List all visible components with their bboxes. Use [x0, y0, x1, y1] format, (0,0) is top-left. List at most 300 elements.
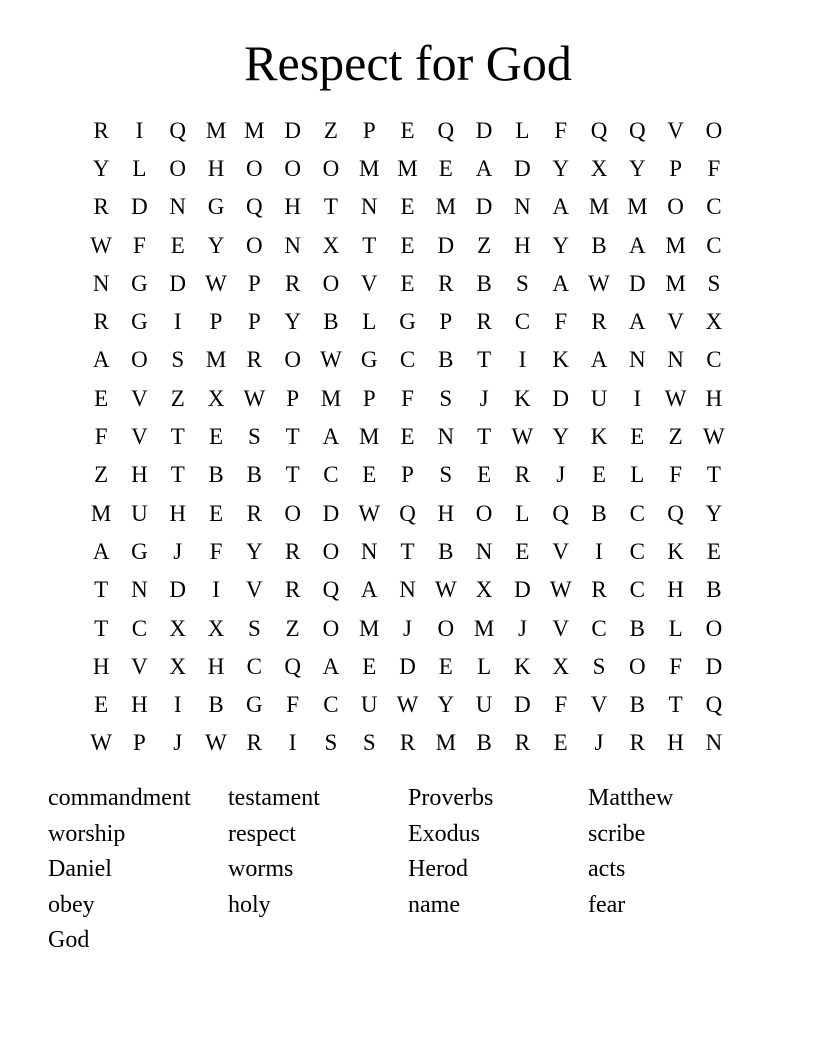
grid-letter: P [133, 730, 146, 756]
word-list-item: Matthew [588, 785, 674, 811]
grid-letter: U [131, 500, 148, 526]
grid-letter: K [514, 385, 531, 411]
grid-letter: Q [552, 500, 570, 526]
grid-letter: R [399, 730, 416, 756]
grid-letter: I [212, 577, 220, 603]
grid-letter: D [628, 270, 646, 296]
grid-letter: D [399, 653, 416, 679]
grid-letter: C [323, 692, 339, 718]
grid-letter: U [590, 385, 608, 411]
grid-letter: Z [94, 462, 109, 488]
grid-letter: I [135, 117, 144, 143]
grid-letter: C [591, 615, 607, 641]
grid-letter: O [437, 615, 455, 641]
grid-letter: O [628, 653, 646, 679]
grid-letter: R [438, 270, 454, 296]
grid-letter: E [209, 424, 224, 450]
grid-letter: D [131, 194, 148, 220]
grid-letter: R [591, 309, 607, 335]
grid-letter: O [667, 194, 684, 220]
grid-letter: R [514, 730, 531, 756]
grid-letter: O [284, 500, 301, 526]
grid-letter: O [705, 117, 723, 143]
grid-letter: B [246, 462, 262, 488]
grid-letter: N [92, 270, 110, 296]
grid-letter: K [552, 347, 570, 373]
grid-letter: F [554, 117, 568, 143]
grid-letter: R [93, 309, 109, 335]
grid-letter: Z [285, 615, 300, 641]
grid-letter: R [284, 270, 301, 296]
grid-letter: Y [246, 538, 263, 564]
grid-letter: N [131, 577, 148, 603]
grid-letter: J [173, 730, 183, 756]
grid-letter: A [552, 194, 570, 220]
grid-letter: I [518, 347, 527, 373]
grid-letter: P [439, 309, 453, 335]
grid-letter: R [591, 577, 607, 603]
grid-letter: R [629, 730, 645, 756]
grid-letter: I [173, 309, 182, 335]
grid-letter: R [246, 500, 262, 526]
grid-letter: G [131, 538, 148, 564]
grid-letter: W [588, 270, 610, 296]
grid-letter: T [94, 615, 109, 641]
grid-letter: M [435, 194, 457, 220]
word-list-item: worms [228, 856, 294, 883]
grid-letter: G [131, 270, 148, 296]
grid-letter: N [437, 424, 455, 450]
grid-letter: T [477, 424, 492, 450]
grid-letter: A [475, 155, 493, 181]
grid-letter: W [434, 577, 457, 603]
grid-letter: Y [207, 232, 225, 258]
grid-letter: N [284, 232, 301, 258]
grid-letter: Y [92, 155, 110, 181]
grid-letter: D [705, 653, 723, 679]
grid-letter: L [362, 309, 377, 335]
grid-letter: D [475, 117, 493, 143]
word-list-item: respect [228, 820, 296, 847]
grid-letter: F [94, 424, 108, 450]
grid-letter: D [514, 692, 531, 718]
grid-letter: V [552, 615, 570, 641]
grid-letter: R [284, 538, 301, 564]
word-list-item: name [408, 891, 460, 918]
grid-letter: T [477, 347, 492, 373]
grid-letter: L [132, 155, 147, 181]
grid-letter: N [399, 577, 416, 603]
grid-letter: T [170, 462, 185, 488]
grid-letter: E [591, 462, 607, 488]
grid-letter: N [705, 730, 723, 756]
grid-letter: I [173, 692, 182, 718]
grid-letter: V [131, 653, 148, 679]
grid-letter: P [209, 309, 223, 335]
grid-letter: E [438, 155, 453, 181]
grid-letter: A [628, 309, 646, 335]
grid-letter: Z [323, 117, 338, 143]
grid-letter: C [323, 462, 339, 488]
grid-letter: S [707, 270, 721, 296]
grid-letter: Q [667, 500, 684, 526]
grid-letter: T [668, 692, 683, 718]
grid-letter: Z [477, 232, 492, 258]
grid-letter: N [475, 538, 493, 564]
grid-letter: R [284, 577, 301, 603]
grid-letter: W [358, 500, 381, 526]
grid-letter: W [664, 385, 687, 411]
grid-letter: X [322, 232, 340, 258]
grid-letter: Q [590, 117, 608, 143]
grid-letter: T [94, 577, 109, 603]
grid-letter: B [591, 232, 607, 258]
grid-letter: G [246, 692, 263, 718]
grid-letter: X [590, 155, 608, 181]
grid-letter: F [133, 232, 146, 258]
grid-letter: O [246, 232, 263, 258]
grid-letter: X [705, 309, 723, 335]
grid-letter: R [93, 117, 109, 143]
grid-letter: S [171, 347, 185, 373]
grid-letter: M [205, 117, 227, 143]
grid-letter: S [362, 730, 376, 756]
grid-letter: R [246, 347, 262, 373]
grid-letter: R [246, 730, 262, 756]
page-title: Respect for God [244, 35, 572, 91]
grid-letter: V [590, 692, 608, 718]
grid-letter: A [322, 424, 340, 450]
grid-letter: M [665, 270, 686, 296]
grid-letter: X [475, 577, 493, 603]
grid-letter: N [514, 194, 531, 220]
grid-letter: M [397, 155, 418, 181]
grid-letter: C [629, 538, 645, 564]
grid-letter: J [594, 730, 604, 756]
word-list-item: worship [48, 820, 126, 847]
grid-letter: Q [437, 117, 455, 143]
grid-letter: P [362, 117, 376, 143]
word-list-item: Daniel [48, 856, 112, 883]
grid-letter: C [514, 309, 531, 335]
grid-letter: H [667, 730, 684, 756]
grid-letter: H [92, 653, 110, 679]
grid-letter: O [131, 347, 148, 373]
grid-letter: F [554, 309, 568, 335]
grid-letter: F [209, 538, 223, 564]
grid-letter: D [514, 155, 531, 181]
grid-letter: M [588, 194, 610, 220]
grid-letter: A [360, 577, 378, 603]
grid-letter: V [360, 270, 378, 296]
grid-letter: E [553, 730, 568, 756]
grid-letter: I [595, 538, 603, 564]
grid-letter: Y [284, 309, 301, 335]
grid-letter: E [706, 538, 721, 564]
grid-letter: M [90, 500, 112, 526]
word-list-item: acts [588, 856, 626, 883]
grid-letter: A [590, 347, 608, 373]
grid-letter: W [549, 577, 572, 603]
grid-letter: E [94, 692, 109, 718]
grid-letter: W [511, 424, 534, 450]
grid-letter: A [322, 653, 340, 679]
grid-letter: H [284, 194, 301, 220]
grid-letter: W [243, 385, 266, 411]
grid-letter: M [244, 117, 265, 143]
grid-letter: F [401, 385, 414, 411]
grid-letter: W [703, 424, 725, 450]
word-list-item: Herod [408, 856, 468, 883]
grid-letter: Y [437, 692, 455, 718]
grid-letter: E [477, 462, 492, 488]
grid-letter: B [629, 615, 645, 641]
grid-letter: L [515, 500, 530, 526]
grid-letter: A [628, 232, 646, 258]
grid-letter: X [207, 385, 225, 411]
grid-letter: Q [705, 692, 723, 718]
grid-letter: J [479, 385, 489, 411]
word-list-item: fear [588, 891, 626, 918]
grid-letter: E [400, 270, 415, 296]
grid-letter: K [667, 538, 684, 564]
grid-letter: V [131, 424, 148, 450]
grid-letter: U [360, 692, 378, 718]
grid-letter: W [205, 270, 227, 296]
grid-letter: Z [170, 385, 185, 411]
grid-letter: Q [284, 653, 301, 679]
grid-letter: Q [322, 577, 340, 603]
grid-letter: B [629, 692, 645, 718]
grid-letter: L [477, 653, 492, 679]
grid-letter: B [476, 730, 492, 756]
grid-letter: M [627, 194, 648, 220]
grid-letter: R [514, 462, 531, 488]
grid-letter: H [207, 155, 225, 181]
word-list [48, 781, 768, 959]
grid-letter: P [362, 385, 376, 411]
grid-letter: F [286, 692, 300, 718]
letter-grid [82, 111, 734, 762]
grid-letter: F [669, 462, 682, 488]
grid-letter: J [556, 462, 566, 488]
grid-letter: M [473, 615, 495, 641]
grid-letter: H [705, 385, 723, 411]
grid-letter: K [590, 424, 608, 450]
grid-letter: W [320, 347, 342, 373]
grid-letter: H [514, 232, 531, 258]
grid-letter: V [246, 577, 263, 603]
grid-letter: Q [628, 117, 646, 143]
grid-letter: R [476, 309, 492, 335]
grid-letter: S [439, 462, 453, 488]
grid-letter: M [359, 615, 380, 641]
grid-letter: G [207, 194, 225, 220]
grid-letter: X [169, 653, 187, 679]
grid-letter: O [322, 270, 340, 296]
grid-letter: D [169, 577, 187, 603]
grid-letter: Q [169, 117, 187, 143]
grid-letter: V [131, 385, 148, 411]
grid-letter: C [706, 347, 722, 373]
grid-letter: C [399, 347, 416, 373]
grid-letter: E [362, 653, 377, 679]
grid-letter: X [552, 653, 570, 679]
grid-letter: P [247, 270, 261, 296]
grid-letter: E [94, 385, 109, 411]
grid-letter: Q [246, 194, 263, 220]
grid-letter: C [131, 615, 148, 641]
grid-letter: H [667, 577, 684, 603]
grid-letter: H [131, 462, 148, 488]
word-list-item: testament [228, 785, 320, 811]
grid-letter: D [322, 500, 340, 526]
grid-letter: L [515, 117, 530, 143]
grid-letter: Y [552, 424, 570, 450]
grid-letter: F [554, 692, 568, 718]
grid-letter: P [247, 309, 261, 335]
grid-letter: H [437, 500, 455, 526]
word-list-item: commandment [48, 785, 191, 811]
grid-letter: E [170, 232, 185, 258]
grid-letter: E [362, 462, 377, 488]
grid-letter: E [400, 194, 415, 220]
grid-letter: G [399, 309, 416, 335]
grid-letter: E [438, 653, 453, 679]
grid-letter: U [475, 692, 493, 718]
grid-letter: W [205, 730, 227, 756]
grid-letter: L [668, 615, 683, 641]
grid-letter: E [630, 424, 645, 450]
grid-letter: H [169, 500, 187, 526]
grid-letter: M [665, 232, 686, 258]
grid-letter: D [514, 577, 531, 603]
grid-letter: N [169, 194, 187, 220]
grid-letter: D [437, 232, 455, 258]
grid-letter: M [359, 424, 380, 450]
grid-letter: B [208, 462, 224, 488]
grid-letter: S [439, 385, 453, 411]
grid-letter: N [360, 538, 378, 564]
grid-letter: J [403, 615, 412, 641]
grid-letter: S [324, 730, 338, 756]
grid-letter: A [552, 270, 570, 296]
grid-letter: G [360, 347, 378, 373]
grid-letter: Y [552, 155, 570, 181]
grid-letter: S [516, 270, 529, 296]
grid-letter: H [207, 653, 225, 679]
grid-letter: O [284, 347, 301, 373]
grid-letter: Y [552, 232, 570, 258]
grid-letter: B [476, 270, 492, 296]
grid-letter: E [209, 500, 224, 526]
grid-letter: X [169, 615, 187, 641]
grid-letter: N [628, 347, 646, 373]
grid-letter: M [435, 730, 457, 756]
grid-letter: O [284, 155, 301, 181]
grid-letter: Y [628, 155, 646, 181]
word-list-item: scribe [588, 820, 646, 847]
grid-letter: C [629, 500, 645, 526]
word-list-item: Proverbs [408, 785, 494, 811]
grid-letter: A [92, 538, 110, 564]
word-list-item: God [48, 927, 90, 954]
grid-letter: M [320, 385, 342, 411]
grid-letter: T [323, 194, 338, 220]
grid-letter: S [247, 424, 261, 450]
grid-letter: B [323, 309, 339, 335]
grid-letter: O [705, 615, 723, 641]
grid-letter: W [90, 232, 112, 258]
grid-letter: J [173, 538, 183, 564]
grid-letter: O [475, 500, 493, 526]
word-list-item: obey [48, 891, 95, 918]
grid-letter: P [669, 155, 682, 181]
grid-letter: B [591, 500, 607, 526]
word-list-item: holy [228, 891, 271, 918]
grid-letter: O [322, 538, 340, 564]
grid-letter: F [669, 653, 682, 679]
grid-letter: H [131, 692, 148, 718]
grid-letter: S [592, 653, 606, 679]
grid-letter: F [707, 155, 721, 181]
grid-letter: O [169, 155, 187, 181]
grid-letter: N [667, 347, 684, 373]
grid-letter: W [90, 730, 112, 756]
grid-letter: J [517, 615, 527, 641]
grid-letter: V [667, 117, 684, 143]
grid-letter: T [285, 424, 300, 450]
grid-letter: I [288, 730, 297, 756]
grid-letter: T [362, 232, 377, 258]
grid-letter: B [208, 692, 224, 718]
grid-letter: K [514, 653, 531, 679]
grid-letter: E [400, 232, 415, 258]
grid-letter: W [396, 692, 419, 718]
grid-letter: E [400, 117, 415, 143]
grid-letter: T [400, 538, 415, 564]
grid-letter: V [552, 538, 570, 564]
grid-letter: O [322, 155, 340, 181]
grid-letter: B [438, 347, 454, 373]
grid-letter: B [438, 538, 454, 564]
grid-letter: O [322, 615, 340, 641]
grid-letter: N [360, 194, 378, 220]
grid-letter: S [247, 615, 261, 641]
word-list-item: Exodus [408, 820, 480, 847]
grid-letter: C [706, 194, 722, 220]
grid-letter: Z [668, 424, 683, 450]
grid-letter: X [207, 615, 225, 641]
grid-letter: D [284, 117, 301, 143]
grid-letter: P [286, 385, 300, 411]
grid-letter: A [92, 347, 110, 373]
grid-letter: M [205, 347, 227, 373]
grid-letter: R [93, 194, 109, 220]
grid-letter: D [475, 194, 493, 220]
grid-letter: C [246, 653, 262, 679]
grid-letter: V [667, 309, 684, 335]
grid-letter: T [285, 462, 300, 488]
grid-letter: M [359, 155, 380, 181]
grid-letter: B [706, 577, 722, 603]
grid-letter: L [630, 462, 645, 488]
grid-letter: T [706, 462, 721, 488]
grid-letter: T [170, 424, 185, 450]
grid-letter: E [400, 424, 415, 450]
grid-letter: C [706, 232, 722, 258]
grid-letter: I [633, 385, 642, 411]
